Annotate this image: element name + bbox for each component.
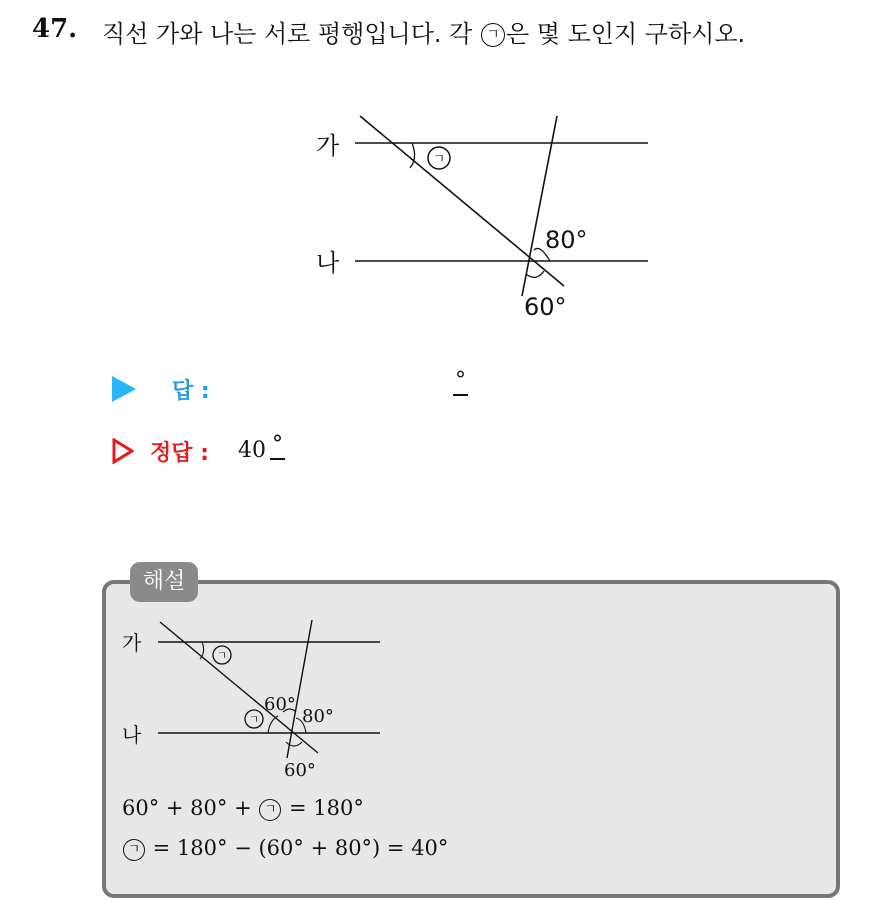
exp-angle-60-bottom: 60° xyxy=(284,760,316,781)
correct-triangle-icon xyxy=(112,438,134,464)
angle-symbol-circled: ㄱ xyxy=(481,23,505,47)
angle-arc-60 xyxy=(526,271,544,277)
eq1-part-b: = 180° xyxy=(282,796,364,820)
angle-80-label: 80° xyxy=(545,226,588,254)
explanation-tab: 해설 xyxy=(130,562,198,602)
question-text xyxy=(102,14,745,49)
question-text-before: 직선 가와 나는 서로 평행입니다. 각 xyxy=(102,20,480,48)
answer-label: 답 : xyxy=(172,379,210,404)
eq1-symbol: ㄱ xyxy=(259,799,281,821)
explanation-figure xyxy=(118,612,388,784)
exp-arc-60 xyxy=(286,742,302,746)
correct-unit: ° xyxy=(270,432,285,460)
angle-60-label: 60° xyxy=(524,293,567,321)
correct-value: 40 xyxy=(238,438,266,463)
question-number: 47. xyxy=(32,14,78,44)
parallel-lines-figure xyxy=(300,100,660,330)
answer-triangle-icon xyxy=(112,376,136,402)
exp-label-ga: 가 xyxy=(122,631,142,655)
exp-symbol-text-left: ㄱ xyxy=(248,713,260,726)
angle-arc-top xyxy=(410,143,415,168)
exp-label-na: 나 xyxy=(122,723,142,747)
explanation-equation-1 xyxy=(122,796,364,821)
explanation-equation-2 xyxy=(122,836,448,861)
exp-angle-80: 80° xyxy=(302,706,334,727)
eq1-part-a: 60° + 80° + xyxy=(122,796,259,820)
answer-unit: ° xyxy=(453,368,468,396)
question-text-after: 은 몇 도인지 구하시오. xyxy=(505,20,746,48)
angle-symbol-text: ㄱ xyxy=(432,152,446,167)
correct-label: 정답 : xyxy=(150,441,209,466)
label-ga: 가 xyxy=(316,132,340,160)
eq2-part-a: = 180° − (60° + 80°) = 40° xyxy=(146,836,449,860)
exp-angle-60-top: 60° xyxy=(264,694,296,715)
label-na: 나 xyxy=(316,249,340,277)
eq2-symbol: ㄱ xyxy=(123,839,145,861)
exp-symbol-text-top: ㄱ xyxy=(216,649,228,662)
